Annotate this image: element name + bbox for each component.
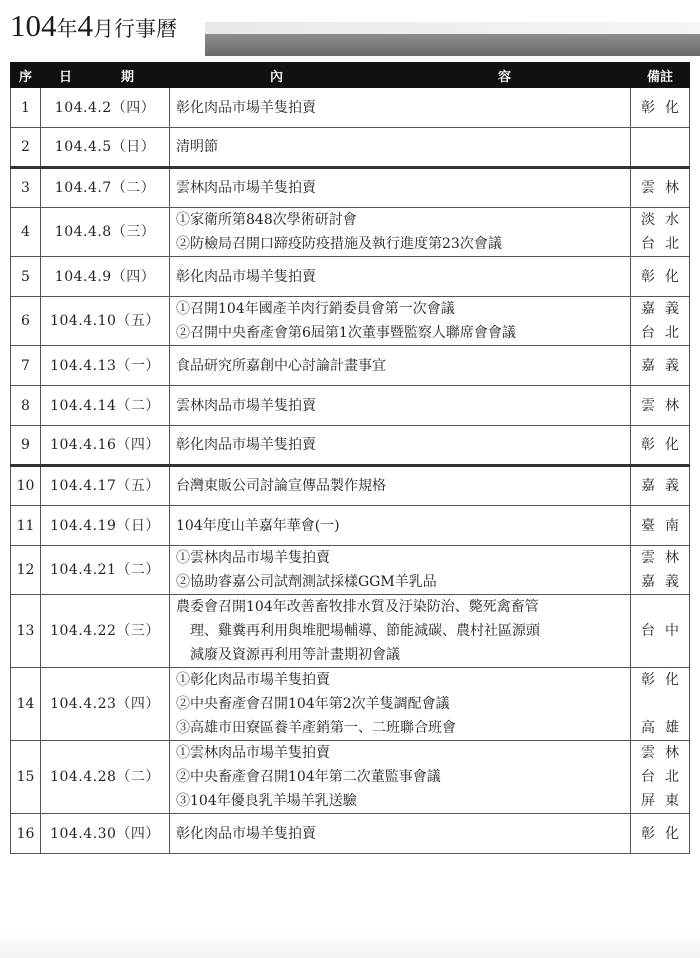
row-number: 8: [11, 386, 41, 426]
content-line: ③104年優良乳羊場羊乳送驗: [176, 793, 357, 809]
row-note: [631, 814, 690, 854]
row-content: [170, 668, 631, 741]
table-row: [11, 297, 690, 346]
note-line: 嘉義: [641, 574, 689, 590]
table-row: [11, 741, 690, 814]
row-content: [170, 741, 631, 814]
row-date: 104.4.8（三）: [41, 208, 170, 257]
note-line: 雲林: [641, 745, 689, 761]
table-row: [11, 668, 690, 741]
content-line: ①家衛所第848次學術研討會: [176, 212, 357, 228]
header-note: 備註: [631, 63, 690, 88]
note-line: [631, 692, 689, 716]
row-number: 6: [11, 297, 41, 346]
row-content: [170, 346, 631, 386]
content-line: 彰化肉品市場羊隻拍賣: [176, 99, 316, 116]
row-number: 16: [11, 814, 41, 854]
row-note: [631, 297, 690, 346]
note-line: 嘉義: [641, 478, 689, 494]
row-note: [631, 208, 690, 257]
content-line: ①雲林肉品市場羊隻拍賣: [176, 745, 330, 761]
row-date: 104.4.10（五）: [41, 297, 170, 346]
note-line: 彰化: [641, 268, 689, 285]
row-date: 104.4.30（四）: [41, 814, 170, 854]
title-year-char: 年: [56, 17, 78, 41]
content-line: ②中央畜產會召開104年第2次羊隻調配會議: [176, 696, 450, 712]
table-row: [11, 208, 690, 257]
row-date: 104.4.21（二）: [41, 546, 170, 595]
row-content: [170, 208, 631, 257]
row-note: [631, 386, 690, 426]
note-line: 彰化: [641, 437, 689, 453]
row-content: [170, 128, 631, 168]
row-content: [170, 257, 631, 297]
row-date: 104.4.9（四）: [41, 257, 170, 297]
row-number: 7: [11, 346, 41, 386]
content-line: ①召開104年國產羊肉行銷委員會第一次會議: [176, 301, 455, 317]
row-note: [631, 346, 690, 386]
row-number: 15: [11, 741, 41, 814]
row-date: 104.4.19（日）: [41, 506, 170, 546]
table-row: [11, 386, 690, 426]
note-line: 屏東: [641, 793, 689, 809]
header-no: 序: [11, 63, 41, 88]
row-content: [170, 546, 631, 595]
row-date: 104.4.13（一）: [41, 346, 170, 386]
page-header: [0, 0, 700, 58]
row-content: [170, 426, 631, 466]
row-content: [170, 595, 631, 668]
row-note: [631, 546, 690, 595]
header-bar: [205, 34, 700, 56]
row-date: 104.4.14（二）: [41, 386, 170, 426]
header-date-2: 期: [121, 69, 135, 85]
row-note: [631, 668, 690, 741]
note-line: 高雄: [641, 720, 689, 736]
row-note: [631, 257, 690, 297]
header-bar-light: [205, 22, 700, 34]
schedule-table-wrap: [10, 62, 689, 854]
note-line: 台北: [641, 236, 689, 252]
table-row: [11, 466, 690, 506]
table-row: [11, 595, 690, 668]
content-line: ②協助睿嘉公司試劑測試採樣GGM羊乳品: [176, 574, 437, 590]
header-content-2: 容: [498, 69, 512, 85]
table-row: [11, 506, 690, 546]
table-row: [11, 88, 690, 128]
content-line: 台灣東販公司討論宣傳品製作規格: [176, 478, 386, 494]
header-content-1: 內: [270, 69, 284, 85]
note-line: 淡水: [641, 212, 689, 228]
note-line: 雲林: [641, 397, 689, 414]
table-row: [11, 257, 690, 297]
page-title: [10, 8, 177, 56]
row-date: 104.4.23（四）: [41, 668, 170, 741]
row-note: [631, 741, 690, 814]
row-number: 13: [11, 595, 41, 668]
content-line: ②防檢局召開口蹄疫防疫措施及執行進度第23次會議: [176, 236, 502, 252]
note-line: 彰化: [641, 672, 689, 688]
title-year: 104: [10, 8, 57, 43]
note-line: 雲林: [641, 550, 689, 566]
note-line: 彰化: [641, 825, 689, 842]
row-number: 12: [11, 546, 41, 595]
title-month: 4: [77, 8, 93, 43]
table-row: [11, 546, 690, 595]
table-body: [11, 88, 690, 854]
row-number: 2: [11, 128, 41, 168]
content-line: ①彰化肉品市場羊隻拍賣: [176, 672, 330, 688]
content-line: 雲林肉品市場羊隻拍賣: [176, 180, 316, 196]
note-line: 嘉義: [641, 301, 689, 317]
row-date: 104.4.5（日）: [41, 128, 170, 168]
header-date: [41, 63, 170, 88]
row-date: 104.4.28（二）: [41, 741, 170, 814]
header-date-1: 日: [59, 69, 73, 85]
row-note: [631, 466, 690, 506]
note-line: 台中: [641, 623, 689, 639]
schedule-table: [10, 62, 690, 854]
row-content: [170, 814, 631, 854]
row-note: [631, 128, 690, 168]
row-date: 104.4.16（四）: [41, 426, 170, 466]
table-row: [11, 128, 690, 168]
row-note: [631, 426, 690, 466]
row-number: 11: [11, 506, 41, 546]
content-line: 清明節: [176, 139, 218, 155]
row-number: 1: [11, 88, 41, 128]
note-line: 雲林: [641, 180, 689, 196]
content-line: ②中央畜產會召開104年第二次董監事會議: [176, 769, 441, 785]
row-content: [170, 466, 631, 506]
row-number: 9: [11, 426, 41, 466]
row-date: 104.4.2（四）: [41, 88, 170, 128]
row-date: 104.4.22（三）: [41, 595, 170, 668]
content-line: 彰化肉品市場羊隻拍賣: [176, 437, 316, 453]
content-line: 理、雞糞再利用與堆肥場輔導、節能減碳、農村社區源頭: [190, 623, 540, 639]
row-number: 14: [11, 668, 41, 741]
note-line: 臺南: [641, 517, 689, 534]
content-line: ②召開中央畜產會第6屆第1次董事暨監察人聯席會會議: [176, 325, 516, 341]
row-content: [170, 297, 631, 346]
content-line: ①雲林肉品市場羊隻拍賣: [176, 550, 330, 566]
row-number: 4: [11, 208, 41, 257]
note-line: 彰化: [641, 99, 689, 116]
row-date: 104.4.17（五）: [41, 466, 170, 506]
row-number: 5: [11, 257, 41, 297]
note-line: [631, 135, 689, 159]
content-line: 雲林肉品市場羊隻拍賣: [176, 397, 316, 414]
content-line: 彰化肉品市場羊隻拍賣: [176, 825, 316, 842]
row-note: [631, 506, 690, 546]
row-date: 104.4.7（二）: [41, 168, 170, 208]
bottom-decoration: [0, 930, 700, 958]
row-number: 3: [11, 168, 41, 208]
content-line: 彰化肉品市場羊隻拍賣: [176, 268, 316, 285]
table-header-row: [11, 63, 690, 88]
row-note: [631, 168, 690, 208]
row-note: [631, 595, 690, 668]
content-line: ③高雄市田寮區養羊產銷第一、二班聯合班會: [176, 720, 456, 736]
table-row: [11, 426, 690, 466]
title-rest: 月行事曆: [93, 17, 177, 41]
row-note: [631, 88, 690, 128]
content-line: 食品研究所嘉創中心討論計畫事宜: [176, 357, 386, 374]
table-row: [11, 814, 690, 854]
content-line: 減廢及資源再利用等計畫期初會議: [190, 647, 400, 663]
note-line: 台北: [641, 769, 689, 785]
note-line: 嘉義: [641, 357, 689, 374]
content-line: 104年度山羊嘉年華會(一): [176, 517, 340, 534]
row-content: [170, 506, 631, 546]
row-content: [170, 168, 631, 208]
table-row: [11, 346, 690, 386]
note-line: 台北: [641, 325, 689, 341]
row-content: [170, 88, 631, 128]
header-content: [170, 63, 631, 88]
row-content: [170, 386, 631, 426]
content-line: 農委會召開104年改善畜牧排水質及汙染防治、斃死禽畜管: [176, 599, 539, 615]
row-number: 10: [11, 466, 41, 506]
table-row: [11, 168, 690, 208]
